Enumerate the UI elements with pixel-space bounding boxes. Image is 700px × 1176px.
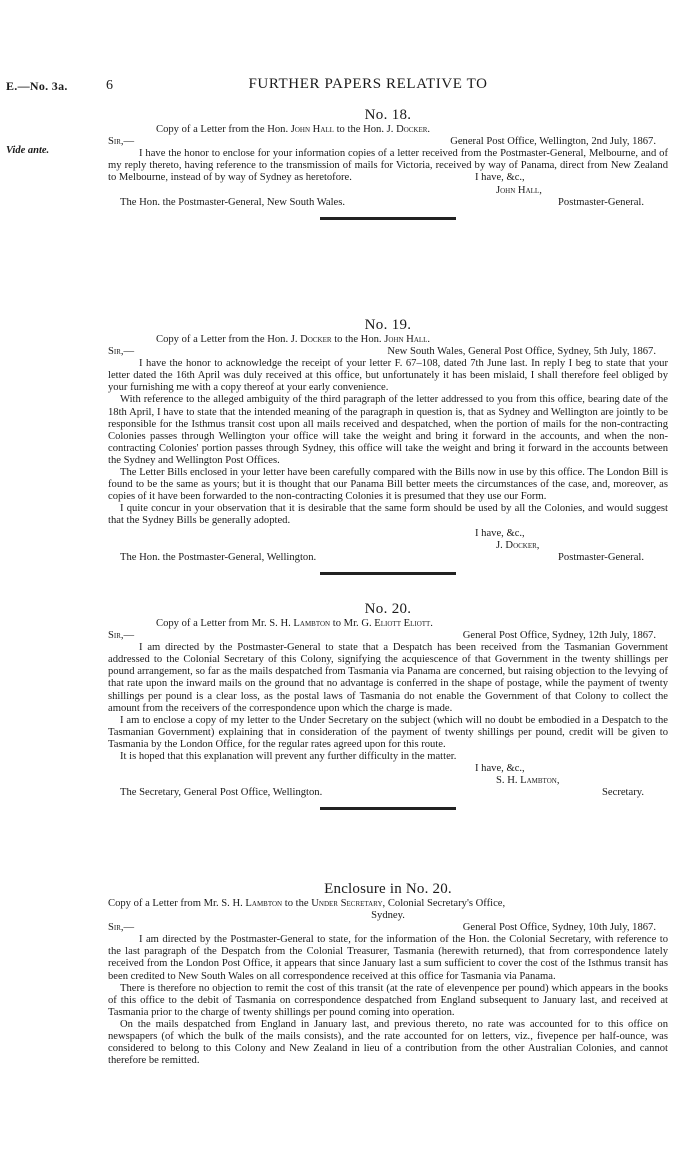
signature: John Hall,: [496, 184, 542, 196]
salutation-row: [108, 922, 668, 934]
paragraph: On the mails despatched from England in January last, and previous thereto, no rate was accounted for to this office on newspapers (of which the bulk of the mails consists), and the rate accounted for on letters, viz., fivepence per half-ounce, was considered to belong to this Colony and New Zealand in lieu of a contribution from the other Australian Colonies, and cannot therefore be remitted.: [108, 1018, 668, 1067]
salutation: Sir,—: [108, 136, 135, 148]
letter-intro: Copy of a Letter from the Hon. J. Docker to the Hon. John Hall.: [156, 334, 431, 345]
signatory-title: Postmaster-General.: [558, 551, 644, 563]
paper-code: E.—No. 3a.: [6, 79, 68, 93]
section-rule: [320, 572, 456, 575]
addressee-row: [108, 197, 668, 209]
paragraph: The Letter Bills enclosed in your letter have been carefully compared with the Bills now in use by this office. The London Bill is found to be the same as yours; but it is thought that our Panama Bill better meets the circumstances of the case, and, moreover, as copies of it have been forwarded to the non-contracting Colonies it is presumed that they use our Form.: [108, 467, 668, 503]
salutation: Sir,—: [108, 922, 135, 934]
paragraph: I am directed by the Postmaster-General to state, for the information of the Hon. the Colonial Secretary, with reference to the last paragraph of the Despatch from the Colonial Treasurer, Tasmania (herewith returned), that from correspondence lately received from the London Post Office, it appears that since January last a sum sufficient to cover the cost of the Isthmus transit has been credited to New South Wales on all correspondence received at this office for Tasmania via Panama.: [108, 934, 668, 982]
letter-number: No. 20.: [364, 601, 412, 617]
salutation-row: [108, 630, 668, 642]
section-rule: [320, 807, 456, 810]
salutation-row: [108, 136, 668, 148]
letter-number: No. 19.: [364, 317, 412, 333]
closing: I have, &c.,: [475, 763, 525, 775]
addressee: The Hon. the Postmaster-General, New South Wales.: [120, 196, 345, 208]
letter-18: [108, 106, 668, 226]
enclosure: [108, 880, 668, 1067]
enclosure-intro: Copy of a Letter from Mr. S. H. Lambton to the Under Secretary, Colonial Secretary's Office,: [108, 898, 506, 909]
place-date: New South Wales, General Post Office, Sydney, 5th July, 1867.: [387, 346, 656, 358]
running-title: FURTHER PAPERS RELATIVE TO: [248, 76, 488, 92]
signature: J. Docker,: [496, 539, 540, 551]
paragraph: There is therefore no objection to remit the cost of this transit (at the rate of elevenpence per pound) which appears in the books of this office to the debit of Tasmania on correspondence despatched from England subsequent to January last, and received at Tasmania prior to the charge of twenty shillings per pound coming into operation.: [108, 982, 668, 1018]
addressee: The Secretary, General Post Office, Wellington.: [120, 787, 323, 799]
addressee-row: [108, 787, 668, 799]
signature: S. H. Lambton,: [496, 775, 560, 787]
paragraph: I quite concur in your observation that it is desirable that the same form should be used by all the Colonies, and would suggest that the Sydney Bills be generally adopted.: [108, 503, 668, 527]
letter-number: No. 18.: [364, 107, 412, 123]
place-date: General Post Office, Wellington, 2nd July, 1867.: [450, 136, 656, 148]
paragraph: I have the honor to acknowledge the receipt of your letter F. 67–108, dated 7th June last. In reply I beg to state that your letter dated the 16th April was duly received at this office, but unfortunately it has been mislaid, I shall therefore feel obliged by your furnishing me with a copy thereof at your early convenience.: [108, 358, 668, 394]
margin-note: Vide ante.: [6, 145, 50, 156]
letter-body: I have the honor to enclose for your information copies of a letter received from the Postmaster-General, Melbourne, and of my reply thereto, having reference to the transmission of mails for Victoria, received by way of Panama, direct from New Zealand to Melbourne, instead of by way of Sydney as heretofore.: [108, 148, 668, 184]
letter-19: [108, 316, 668, 581]
letter-intro: Copy of a Letter from the Hon. John Hall to the Hon. J. Docker.: [156, 124, 431, 135]
enclosure-heading: Enclosure in No. 20.: [324, 881, 452, 897]
section-rule: [320, 217, 456, 220]
page-number: 6: [106, 78, 113, 93]
paragraph: With reference to the alleged ambiguity of the third paragraph of the letter addressed to you from this office, bearing date of the 18th April, I have to state that the intended meaning of the paragraph in question is, that as Sydney and Wellington are jointly to be responsible for the Isthmus transit cost upon all mails received and despatched, when the portion of mails for the non-contracting Colonies passes through Wellington your office will take the weight and bring it forward in the accounts, and when the non-contracting Colonies' portion passes through Sydney, this office will take the weight and bring it forward in the accounts between the Sydney and Wellington Post Offices.: [108, 394, 668, 466]
signatory-title: Secretary.: [602, 787, 644, 799]
paragraph: It is hoped that this explanation will prevent any further difficulty in the matter.: [120, 751, 457, 763]
closing: I have, &c.,: [475, 527, 525, 539]
place-date: General Post Office, Sydney, 10th July, 1867.: [462, 922, 656, 934]
enclosure-place: Sydney.: [371, 910, 405, 922]
salutation: Sir,—: [108, 346, 135, 358]
paragraph: I am directed by the Postmaster-General to state that a Despatch has been received from the Tasmanian Government addressed to the Colonial Secretary of this Colony, signifying the acquiescence of that Government in the twenty shillings per pound arrangement, so far as the mails despatched from Tasmania via Panama are concerned, but raising objection to the levying of that rate upon the inward mails on the ground that no advantage is conferred in the shape of postage, while the payment of twenty shillings per pound is a clear loss, as the postal laws of Tasmania do not enable the Government of that Colony to collect the amount from the receivers of the correspondence upon which the charge is made.: [108, 642, 668, 714]
addressee: The Hon. the Postmaster-General, Wellington.: [120, 551, 317, 563]
salutation-row: [108, 346, 668, 358]
signatory-title: Postmaster-General.: [558, 196, 644, 208]
salutation: Sir,—: [108, 630, 135, 642]
letter-20: [108, 600, 668, 816]
closing: I have, &c.,: [475, 172, 525, 184]
addressee-row: [108, 552, 668, 564]
letter-intro: Copy of a Letter from Mr. S. H. Lambton to Mr. G. Eliott Eliott.: [156, 618, 433, 629]
paragraph: I am to enclose a copy of my letter to the Under Secretary on the subject (which will no doubt be embodied in a Despatch to the Tasmanian Government) explaining that in consideration of the payment of twenty shillings per pound, credit will be given to Tasmania by the London Office, for the regular rates agreed upon for this route.: [108, 714, 668, 750]
place-date: General Post Office, Sydney, 12th July, 1867.: [462, 630, 656, 642]
